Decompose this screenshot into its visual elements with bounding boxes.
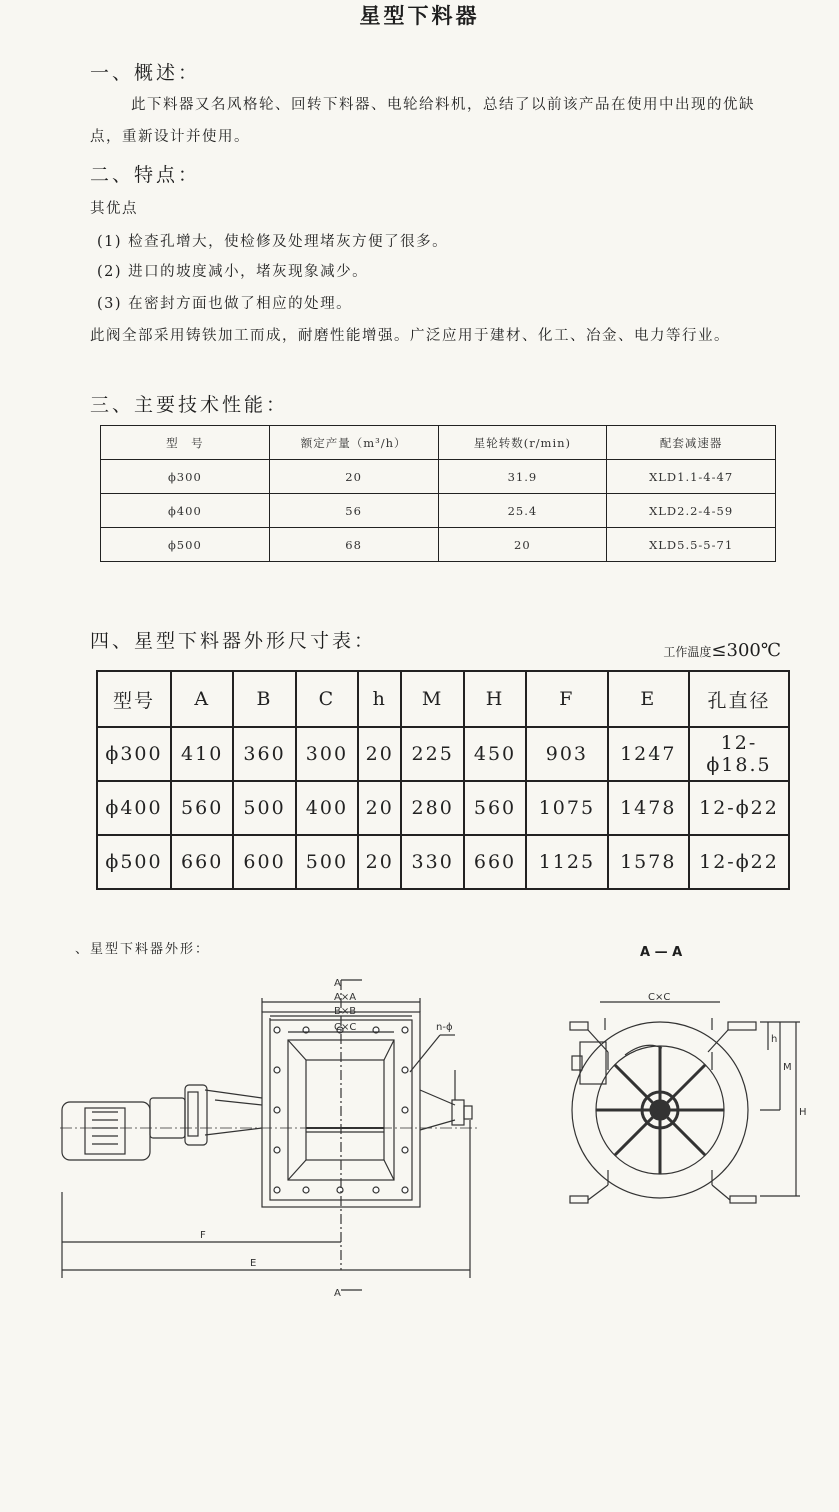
table-cell: ϕ300 (101, 460, 270, 494)
table-row (101, 494, 776, 528)
table-cell: 280 (401, 781, 463, 835)
table-cell: ϕ400 (101, 494, 270, 528)
table-row (97, 835, 789, 889)
table-cell: 660 (171, 835, 233, 889)
table-cell: 25.4 (438, 494, 607, 528)
table-cell: 300 (296, 727, 358, 781)
table-cell: 560 (171, 781, 233, 835)
overview-heading: 一、概述： (90, 62, 201, 84)
label-m: M (783, 1062, 792, 1073)
table-cell: XLD1.1-4-47 (607, 460, 776, 494)
header-cell: F (526, 671, 607, 727)
features-summary: 此阀全部采用铸铁加工而成，耐磨性能增强。广泛应用于建材、化工、冶金、电力等行业。 (90, 328, 730, 344)
dimensions-table (96, 670, 790, 890)
header-cell: 配套减速器 (607, 426, 776, 460)
header-cell: h (358, 671, 401, 727)
header-cell: 型 号 (101, 426, 270, 460)
label-n-phi: n-ϕ (436, 1022, 453, 1033)
label-a-top: A (334, 978, 341, 989)
temperature-value: ≤300℃ (711, 640, 781, 661)
table-cell: 20 (269, 460, 438, 494)
features-heading: 二、特点： (90, 164, 201, 186)
table-cell: 20 (358, 835, 401, 889)
label-a-bottom: A (334, 1288, 341, 1299)
label-f: F (200, 1230, 206, 1241)
table-cell: 12-ϕ22 (689, 835, 789, 889)
header-cell: B (233, 671, 295, 727)
header-cell: H (464, 671, 526, 727)
feature-item-1: (1) 检查孔增大，使检修及处理堵灰方便了很多。 (97, 234, 449, 250)
label-h-small: h (771, 1034, 778, 1045)
table-cell: 56 (269, 494, 438, 528)
header-cell: 额定产量（m³/h） (269, 426, 438, 460)
table-cell: 600 (233, 835, 295, 889)
working-temperature (663, 640, 781, 661)
table-row (97, 727, 789, 781)
table-cell: 20 (358, 727, 401, 781)
drawing-caption: 、星型下料器外形： (75, 942, 211, 957)
label-cxc-section: C×C (648, 992, 671, 1003)
table-cell: ϕ400 (97, 781, 171, 835)
table-cell: 1247 (608, 727, 689, 781)
label-e: E (250, 1258, 257, 1269)
table-header-row (97, 671, 789, 727)
table-cell: 20 (438, 528, 607, 562)
table-cell: 12-ϕ22 (689, 781, 789, 835)
performance-heading: 三、主要技术性能： (90, 394, 289, 416)
table-cell: ϕ500 (101, 528, 270, 562)
table-cell: 12-ϕ18.5 (689, 727, 789, 781)
header-cell: A (171, 671, 233, 727)
table-cell: 1478 (608, 781, 689, 835)
overview-line-2: 点，重新设计并使用。 (90, 129, 250, 145)
table-cell: 1125 (526, 835, 607, 889)
technical-drawing (0, 960, 839, 1320)
header-cell: 孔直径 (689, 671, 789, 727)
label-bxb: B×B (334, 1006, 357, 1017)
label-axa: A×A (334, 992, 357, 1003)
dimensions-heading: 四、星型下料器外形尺寸表： (90, 630, 377, 652)
table-cell: 410 (171, 727, 233, 781)
table-cell: ϕ300 (97, 727, 171, 781)
header-cell: C (296, 671, 358, 727)
table-cell: 450 (464, 727, 526, 781)
header-cell: M (401, 671, 463, 727)
table-row (101, 460, 776, 494)
table-cell: 400 (296, 781, 358, 835)
performance-table (100, 425, 776, 562)
table-cell: 330 (401, 835, 463, 889)
header-cell: E (608, 671, 689, 727)
table-cell: 500 (296, 835, 358, 889)
table-row (101, 528, 776, 562)
table-header-row (101, 426, 776, 460)
table-cell: 903 (526, 727, 607, 781)
label-h-big: H (799, 1107, 807, 1118)
table-cell: 1075 (526, 781, 607, 835)
features-intro: 其优点 (90, 201, 138, 217)
table-cell: 31.9 (438, 460, 607, 494)
page-title: 星型下料器 (359, 3, 480, 28)
overview-line-1: 此下料器又名风格轮、回转下料器、电轮给料机，总结了以前该产品在使用中出现的优缺 (131, 97, 755, 113)
table-cell: XLD2.2-4-59 (607, 494, 776, 528)
table-cell: XLD5.5-5-71 (607, 528, 776, 562)
table-row (97, 781, 789, 835)
motor (62, 1102, 150, 1160)
table-cell: 660 (464, 835, 526, 889)
header-cell: 星轮转数(r/min) (438, 426, 607, 460)
label-cxc: C×C (334, 1022, 357, 1033)
table-cell: 1578 (608, 835, 689, 889)
section-title-label: A — A (640, 945, 683, 960)
feature-item-2: (2) 进口的坡度减小，堵灰现象减少。 (97, 264, 369, 280)
table-cell: 500 (233, 781, 295, 835)
table-cell: ϕ500 (97, 835, 171, 889)
table-cell: 20 (358, 781, 401, 835)
header-cell: 型号 (97, 671, 171, 727)
table-cell: 225 (401, 727, 463, 781)
feature-item-3: (3) 在密封方面也做了相应的处理。 (97, 296, 353, 312)
table-cell: 560 (464, 781, 526, 835)
temperature-label: 工作温度 (663, 645, 712, 659)
table-cell: 68 (269, 528, 438, 562)
table-cell: 360 (233, 727, 295, 781)
